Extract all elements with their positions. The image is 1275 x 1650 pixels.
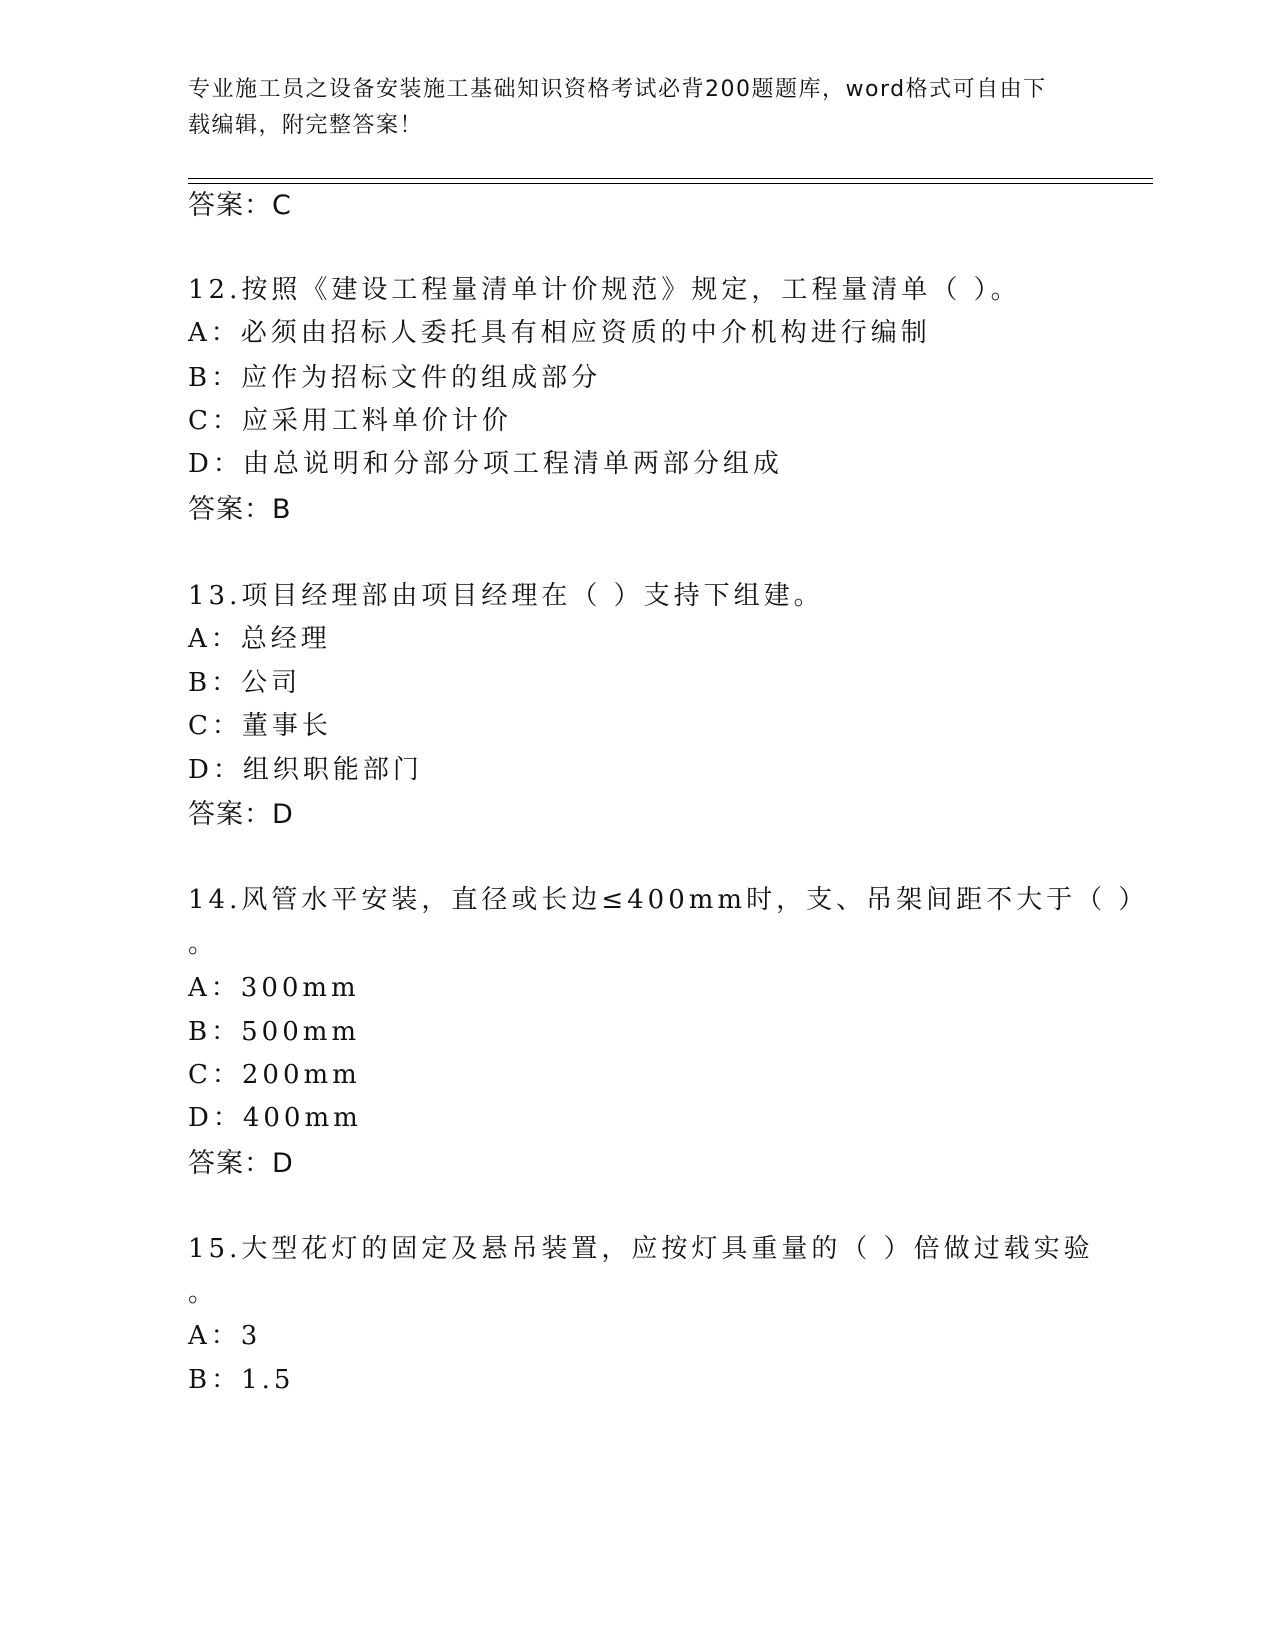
question-14-option-d: D：400mm — [188, 1103, 362, 1133]
header-divider-bottom — [188, 183, 1153, 184]
question-12-option-d: D：由总说明和分部分项工程清单两部分组成 — [188, 449, 783, 479]
question-14-option-b: B：500mm — [188, 1017, 361, 1047]
question-13-option-a: A：总经理 — [188, 624, 331, 654]
header-divider-top — [188, 178, 1153, 179]
question-13-option-c: C：董事长 — [188, 711, 332, 741]
question-13-stem: 13.项目经理部由项目经理在（ ）支持下组建。 — [188, 581, 824, 611]
question-14-option-c: C：200mm — [188, 1060, 361, 1090]
question-15-stem: 15.大型花灯的固定及悬吊装置，应按灯具重量的（ ）倍做过载实验 — [188, 1234, 1094, 1264]
question-15-option-b: B：1.5 — [188, 1365, 295, 1395]
question-13-option-d: D：组织职能部门 — [188, 755, 423, 785]
question-14-stem: 14.风管水平安装，直径或长边≤400mm时，支、吊架间距不大于（ ） — [188, 885, 1149, 915]
document-header: 专业施工员之设备安装施工基础知识资格考试必背200题题库，word格式可自由下载编辑，附完整答案！ — [188, 77, 1047, 138]
question-13-option-b: B：公司 — [188, 668, 302, 698]
question-14-stem-continuation: 。 — [188, 929, 219, 959]
question-15-stem-continuation: 。 — [188, 1278, 219, 1308]
question-12-option-c: C：应采用工料单价计价 — [188, 406, 512, 436]
question-12-option-a: A：必须由招标人委托具有相应资质的中介机构进行编制 — [188, 318, 931, 348]
answer-13: 答案：D — [188, 799, 294, 830]
question-15-option-a: A：3 — [188, 1321, 262, 1351]
answer-14: 答案：D — [188, 1148, 294, 1179]
question-14-option-a: A：300mm — [188, 973, 360, 1003]
answer-11: 答案：C — [188, 190, 292, 221]
question-12-option-b: B：应作为招标文件的组成部分 — [188, 363, 602, 393]
answer-12: 答案：B — [188, 494, 292, 525]
question-12-stem: 12.按照《建设工程量清单计价规范》规定，工程量清单（ ）。 — [188, 275, 1021, 305]
